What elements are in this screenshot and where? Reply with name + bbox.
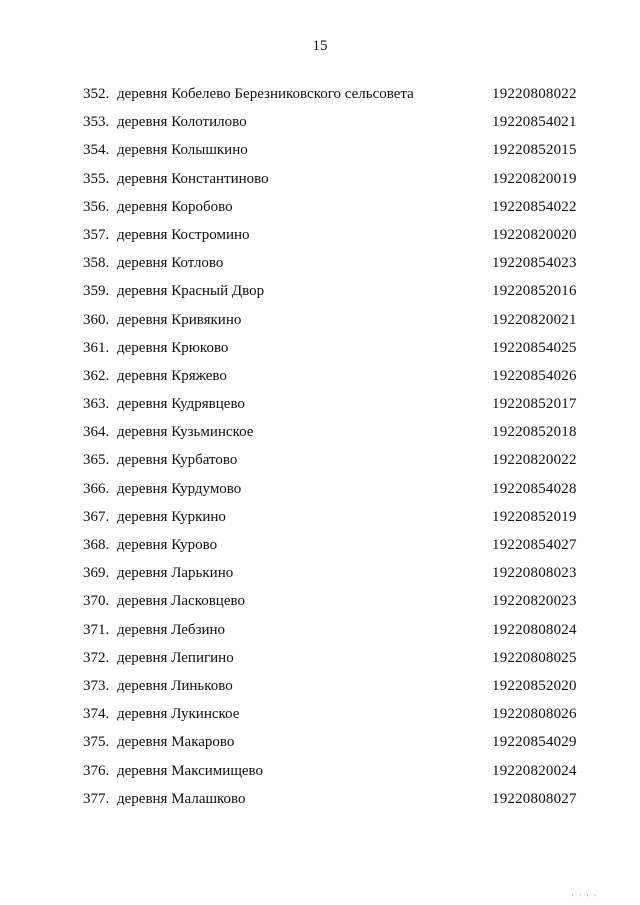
entry-number: 356. <box>83 198 110 215</box>
entry-number: 370. <box>83 593 110 610</box>
list-item <box>0 616 640 644</box>
entry-number: 371. <box>83 621 110 638</box>
list-item <box>0 165 640 193</box>
entry-code: 19220808025 <box>492 649 577 666</box>
entry-name: деревня Кряжево <box>117 367 227 384</box>
entry-name: деревня Лепигино <box>117 649 234 666</box>
list-item <box>0 475 640 503</box>
list-item <box>0 334 640 362</box>
entry-code: 19220820021 <box>492 311 577 328</box>
page-number: 15 <box>312 38 328 54</box>
entry-name: деревня Ласковцево <box>117 593 245 610</box>
entry-name: деревня Лукинское <box>117 706 240 723</box>
entry-code: 19220852018 <box>492 424 577 441</box>
entry-number: 374. <box>83 706 110 723</box>
list-item <box>0 785 640 813</box>
entry-code: 19220808026 <box>492 706 577 723</box>
list-item <box>0 136 640 164</box>
list-item <box>0 672 640 700</box>
entry-number: 352. <box>83 86 110 102</box>
list-item <box>0 531 640 559</box>
entry-number: 353. <box>83 114 110 131</box>
list-item <box>0 306 640 334</box>
entry-number: 359. <box>83 283 110 300</box>
entry-name: деревня Ларькино <box>117 565 234 582</box>
entry-name: деревня Колышкино <box>117 142 248 159</box>
entry-code: 19220820024 <box>492 762 577 779</box>
list-item <box>0 700 640 728</box>
list-item <box>0 728 640 756</box>
entry-number: 369. <box>83 565 110 582</box>
entry-code: 19220808024 <box>492 621 577 638</box>
list-item <box>0 390 640 418</box>
entry-number: 376. <box>83 762 110 779</box>
list-item <box>0 503 640 531</box>
entry-name: деревня Курбатово <box>117 452 238 469</box>
entry-name: деревня Макарово <box>117 734 235 751</box>
entry-name: деревня Куркино <box>117 508 226 525</box>
list-item <box>0 193 640 221</box>
entry-name: деревня Красный Двор <box>117 283 265 300</box>
entry-code: 19220854028 <box>492 480 577 497</box>
entry-code: 19220852016 <box>492 283 577 300</box>
entry-number: 362. <box>83 367 110 384</box>
entry-number: 367. <box>83 508 110 525</box>
entry-number: 358. <box>83 255 110 272</box>
list-item <box>0 418 640 446</box>
list-item <box>0 559 640 587</box>
entry-number: 375. <box>83 734 110 751</box>
entry-code: 19220820020 <box>492 226 577 243</box>
entry-code: 19220854027 <box>492 537 577 553</box>
list-item <box>0 108 640 136</box>
entry-name: деревня Котлово <box>117 255 224 272</box>
entry-name: деревня Костромино <box>117 226 250 243</box>
list-item <box>0 249 640 277</box>
entry-code: 19220852020 <box>492 677 577 694</box>
entry-code: 19220854025 <box>492 339 577 356</box>
entry-name: деревня Кудрявцево <box>117 396 245 413</box>
entry-code: 19220852015 <box>492 142 577 159</box>
entry-code: 19220854023 <box>492 255 577 272</box>
entry-code: 19220820022 <box>492 452 577 469</box>
entry-name: деревня Константиново <box>117 170 269 187</box>
list-item <box>0 277 640 305</box>
footer-mark: ' ' ' ' <box>572 893 598 902</box>
entry-name: деревня Малашково <box>117 790 246 807</box>
list-item <box>0 221 640 249</box>
entry-number: 357. <box>83 226 110 243</box>
entry-number: 360. <box>83 311 110 328</box>
entry-code: 19220854029 <box>492 734 577 751</box>
entry-number: 354. <box>83 142 110 159</box>
entry-number: 366. <box>83 480 110 497</box>
list-item <box>0 587 640 615</box>
entry-code: 19220808023 <box>492 565 577 582</box>
entry-number: 368. <box>83 537 110 553</box>
list-item <box>0 757 640 785</box>
entry-number: 372. <box>83 649 110 666</box>
list-item <box>0 80 640 108</box>
entry-number: 365. <box>83 452 110 469</box>
entry-code: 19220820019 <box>492 170 577 187</box>
entry-name: деревня Линьково <box>117 677 233 694</box>
entry-number: 373. <box>83 677 110 694</box>
entry-code: 19220808022 <box>492 86 577 102</box>
entry-code: 19220808027 <box>492 790 577 807</box>
entry-name: деревня Максимищево <box>117 762 264 779</box>
entry-number: 355. <box>83 170 110 187</box>
entry-name: деревня Коробово <box>117 198 233 215</box>
entry-code: 19220854022 <box>492 198 577 215</box>
entry-number: 363. <box>83 396 110 413</box>
entry-code: 19220854026 <box>492 367 577 384</box>
entry-name: деревня Крюково <box>117 339 229 356</box>
entry-name: деревня Кузьминское <box>117 424 254 441</box>
entry-name: деревня Кривякино <box>117 311 242 328</box>
entry-number: 377. <box>83 790 110 807</box>
settlement-list <box>0 80 640 813</box>
entry-name: деревня Колотилово <box>117 114 247 131</box>
entry-code: 19220852019 <box>492 508 577 525</box>
entry-code: 19220854021 <box>492 114 577 131</box>
list-item <box>0 362 640 390</box>
entry-name: деревня Курдумово <box>117 480 242 497</box>
entry-number: 364. <box>83 424 110 441</box>
entry-code: 19220852017 <box>492 396 577 413</box>
entry-name: деревня Кобелево Березниковского сельсовета <box>117 86 414 102</box>
entry-name: деревня Лебзино <box>117 621 226 638</box>
entry-name: деревня Курово <box>117 537 218 553</box>
entry-code: 19220820023 <box>492 593 577 610</box>
entry-number: 361. <box>83 339 110 356</box>
list-item <box>0 644 640 672</box>
list-item <box>0 446 640 474</box>
